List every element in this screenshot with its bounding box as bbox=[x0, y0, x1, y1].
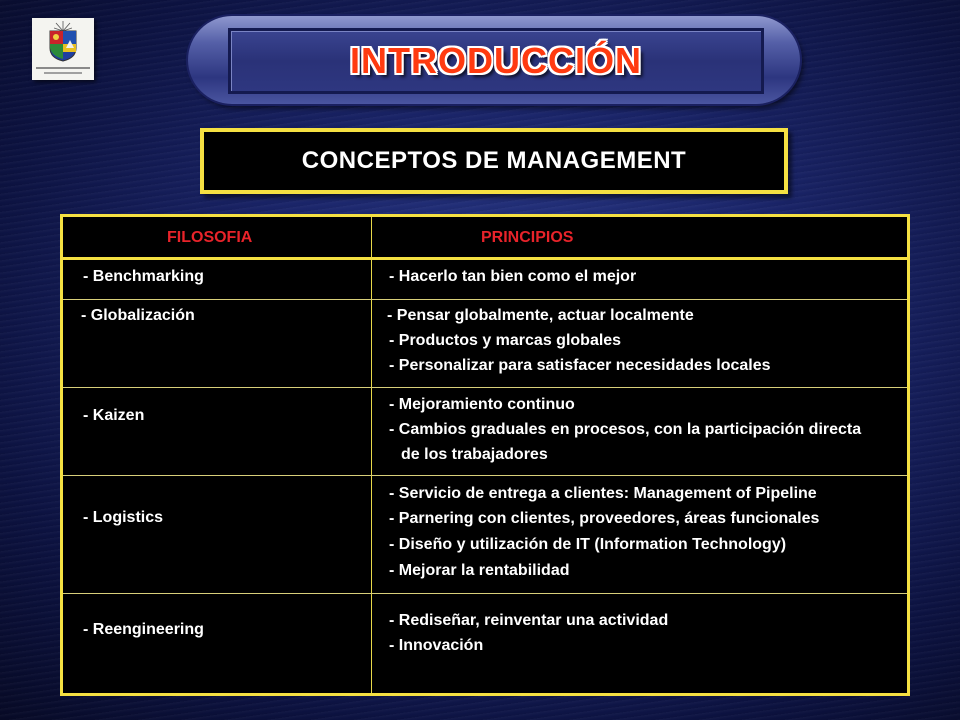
table-cell-principio: - Innovación bbox=[389, 637, 484, 654]
row-divider bbox=[63, 387, 907, 388]
header-divider bbox=[63, 257, 907, 260]
university-crest-logo bbox=[32, 18, 94, 80]
row-divider bbox=[63, 475, 907, 476]
table-cell-filosofia: - Reengineering bbox=[83, 621, 204, 638]
table-cell-principio: - Mejorar la rentabilidad bbox=[389, 562, 570, 579]
row-divider bbox=[63, 299, 907, 300]
table-cell-filosofia: - Kaizen bbox=[83, 407, 145, 424]
column-header-principios: PRINCIPIOS bbox=[481, 229, 574, 246]
table-cell-principio: - Hacerlo tan bien como el mejor bbox=[389, 268, 637, 285]
table-cell-filosofia: - Logistics bbox=[83, 509, 164, 526]
table-cell-principio: - Parnering con clientes, proveedores, áreas funcionales bbox=[389, 510, 820, 527]
crest-caption-line bbox=[36, 67, 90, 69]
column-divider bbox=[371, 217, 372, 693]
table-cell-principio: - Pensar globalmente, actuar localmente bbox=[387, 307, 694, 324]
column-header-filosofia: FILOSOFIA bbox=[167, 229, 253, 246]
table-cell-filosofia: - Globalización bbox=[81, 307, 195, 324]
table-cell-principio: - Diseño y utilización de IT (Information Technology) bbox=[389, 536, 787, 553]
university-crest-icon bbox=[49, 30, 77, 62]
table-cell-principio: de los trabajadores bbox=[401, 446, 548, 463]
concepts-table bbox=[60, 214, 910, 696]
table-cell-principio: - Rediseñar, reinventar una actividad bbox=[389, 612, 669, 629]
page-title: INTRODUCCIÓN bbox=[350, 40, 642, 81]
table-cell-filosofia: - Benchmarking bbox=[83, 268, 204, 285]
table-cell-principio: - Mejoramiento continuo bbox=[389, 396, 575, 413]
crest-caption-line bbox=[44, 72, 82, 74]
section-subtitle: CONCEPTOS DE MANAGEMENT bbox=[301, 147, 687, 174]
table-cell-principio: - Servicio de entrega a clientes: Management of Pipeline bbox=[389, 485, 817, 502]
row-divider bbox=[63, 593, 907, 594]
table-cell-principio: - Personalizar para satisfacer necesidades locales bbox=[389, 357, 771, 374]
table-cell-principio: - Cambios graduales en procesos, con la participación directa bbox=[389, 421, 862, 438]
table-cell-principio: - Productos y marcas globales bbox=[389, 332, 622, 349]
subtitle-box bbox=[200, 128, 788, 194]
